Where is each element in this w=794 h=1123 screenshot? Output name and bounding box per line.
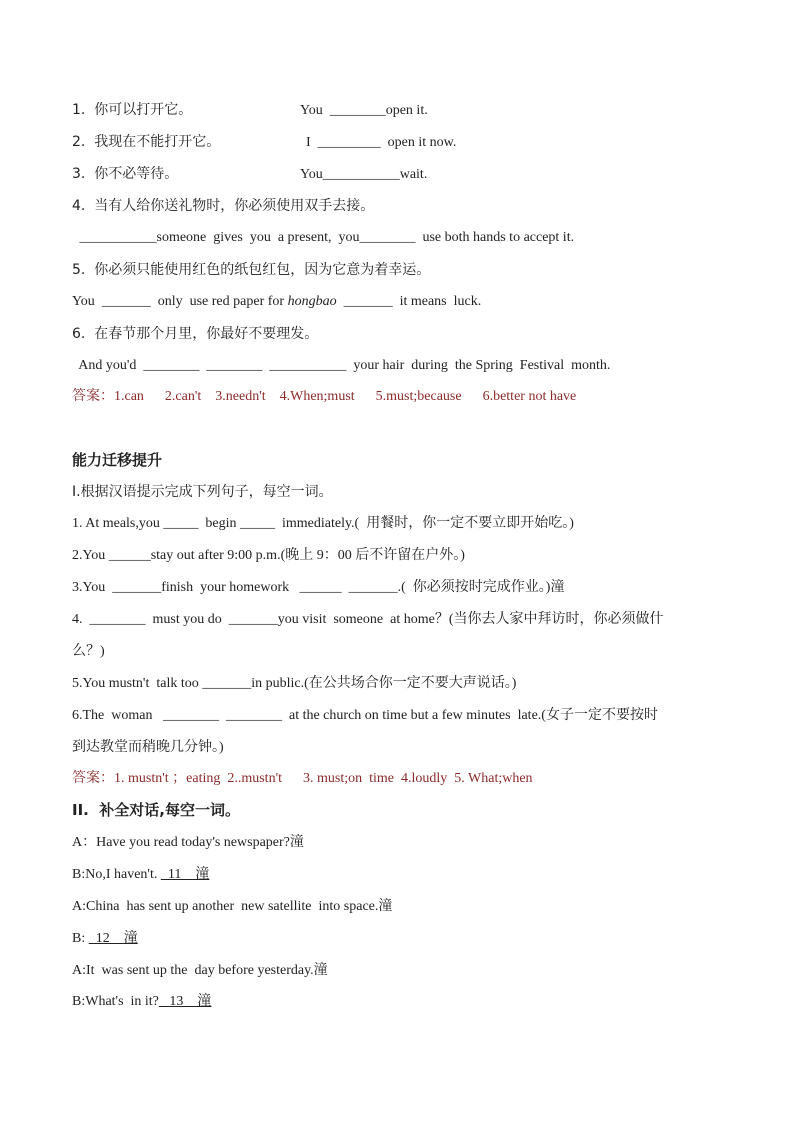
dialogue-line-2-text: B:No,I haven't.: [72, 867, 161, 882]
dialogue-line-5: A:It was sent up the day before yesterday.潼: [72, 963, 328, 978]
section-instruction: I.根据汉语提示完成下列句子，每空一词。: [72, 484, 333, 500]
blank-12: 12 潼: [88, 931, 138, 946]
q3-chinese: 3. 你不必等待。: [72, 166, 179, 182]
s2-sentence: 2.You ______stay out after 9:00 p.m.(晚上 9：00 后不许留在户外。): [72, 548, 465, 563]
s4-sentence: 4. ________ must you do _______you visit someone at home？(当你去人家中拜访时，你必须做什: [72, 612, 664, 627]
s6-sentence: 6.The woman ________ ________ at the church on time but a few minutes late.(女子一定不要按时: [72, 708, 658, 723]
blank-11: 11 潼: [160, 867, 210, 882]
s1-sentence: 1. At meals,you _____ begin _____ immediately.( 用餐时，你一定不要立即开始吃。): [72, 516, 574, 531]
q6-chinese: 6. 在春节那个月里，你最好不要理发。: [72, 326, 319, 342]
dialogue-line-4: [72, 929, 138, 949]
q5-english-pre: You _______ only use red paper for: [72, 294, 288, 309]
s4-sentence-cont: 么？): [72, 644, 105, 659]
q5-english: [72, 292, 481, 312]
q6-english: And you'd ________ ________ ___________ your hair during the Spring Festival month.: [72, 358, 611, 373]
q4-chinese: 4. 当有人给你送礼物时，你必须使用双手去接。: [72, 198, 375, 214]
s6-sentence-cont: 到达教堂而稍晚几分钟。): [72, 740, 224, 755]
q5-english-post: _______ it means luck.: [336, 294, 482, 309]
dialogue-line-6: [72, 992, 211, 1012]
q5-english-italic: hongbao: [287, 294, 337, 309]
dialogue-title: II. 补全对话,每空一词。: [72, 801, 241, 819]
section-title: 能力迁移提升: [72, 451, 163, 469]
q2-chinese: 2. 我现在不能打开它。: [72, 134, 221, 150]
dialogue-line-2: [72, 865, 209, 885]
q1-chinese: 1. 你可以打开它。: [72, 102, 193, 118]
dialogue-line-4-text: B:: [72, 931, 89, 946]
q2-english: I _________ open it now.: [306, 135, 457, 150]
dialogue-line-3: A:China has sent up another new satellite into space.潼: [72, 899, 393, 914]
blank-13: 13 潼: [158, 994, 212, 1009]
q5-chinese: 5. 你必须只能使用红色的纸包红包，因为它意为着幸运。: [72, 262, 431, 278]
q4-english: ___________someone gives you a present, you________ use both hands to accept it.: [76, 230, 575, 245]
s5-sentence: 5.You mustn't talk too _______in public.(在公共场合你一定不要大声说话。): [72, 676, 517, 691]
q1-english: You ________open it.: [300, 103, 428, 118]
section-answer: 答案：1. mustn't ；eating 2..mustn't 3. must;on time 4.loudly 5. What;when: [72, 771, 533, 786]
q3-english: You___________wait.: [300, 167, 428, 182]
dialogue-line-1: A：Have you read today's newspaper?潼: [72, 835, 304, 850]
s3-sentence: 3.You _______finish your homework ______ _______.( 你必须按时完成作业。)潼: [72, 580, 565, 595]
part-a-answer: 答案：1.can 2.can't 3.needn't 4.When;must 5.must;because 6.better not have: [72, 389, 577, 404]
dialogue-line-6-text: B:What's in it?: [72, 994, 159, 1009]
